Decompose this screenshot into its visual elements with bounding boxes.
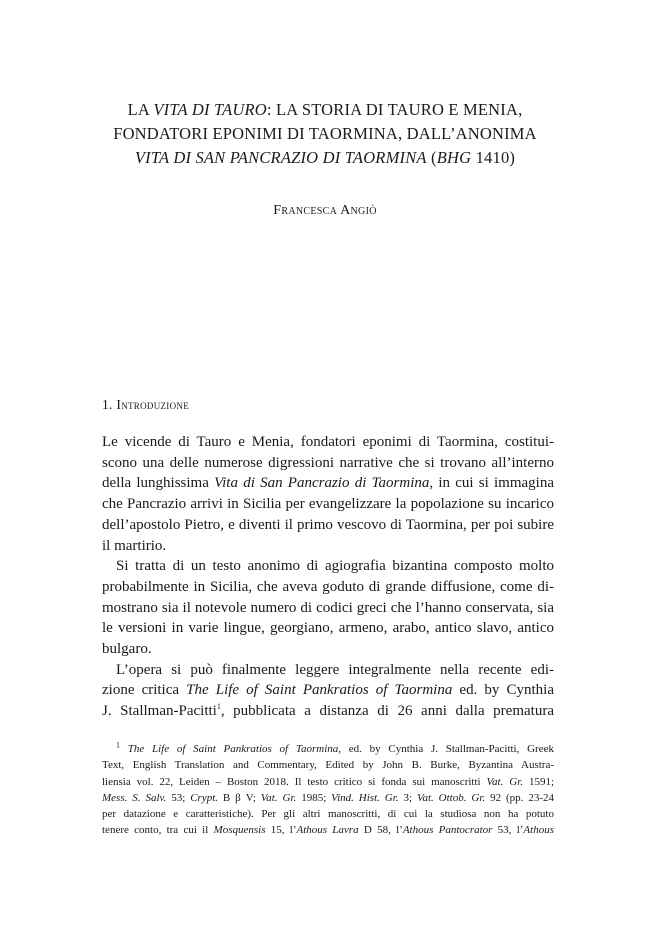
footnote-line (102, 790, 554, 806)
title-italic-text: VITA DI SAN PANCRAZIO DI TAORMINA (134, 148, 427, 167)
footnote-line (102, 741, 554, 757)
body-text-run: , pubblicata a distanza di 26 anni dalla prematura (220, 703, 554, 720)
body-text (102, 432, 554, 722)
footnote-line: Text, English Translation and Commentary, Edited by John B. Burke, Byzantina Austra- (102, 759, 554, 772)
footnote-italic-run: Vat. Ottob. Gr. (416, 791, 486, 804)
footnote-text-run: 3; (398, 791, 417, 804)
footnote-italic-run: Athous Lavra (296, 824, 359, 837)
footnote-italic-run: Vat. Gr. (486, 775, 524, 788)
footnote-text-run: liensia vol. 22, Leiden – Boston 2018. Il testo critico si fonda sui manoscritti (102, 775, 487, 788)
footnote-text-run: , ed. by Cynthia J. Stallman-Pacitti, Greek (338, 743, 554, 755)
title-line-2: FONDATORI EPONIMI DI TAORMINA, DALL’ANONIMA (113, 124, 537, 143)
footnote-italic-run: Mosquensis (213, 824, 266, 837)
author-name: Francesca Angiò (273, 203, 377, 218)
footnote-italic-run: Vat. Gr. (260, 791, 297, 804)
body-text-run: J. Stallman-Pacitti (102, 703, 217, 720)
body-text-run: ed. by Cynthia (452, 682, 555, 699)
footnote-line (102, 822, 554, 838)
title-italic-text: VITA DI TAURO (153, 100, 267, 119)
footnote-text-run: 15, l’ (265, 824, 297, 837)
body-line: mostrano sia il notevole numero di codici greci che l’hanno conservata, sia (102, 599, 554, 616)
body-text-run: della lunghissima (102, 475, 215, 492)
body-line: Le vicende di Tauro e Menia, fondatori eponimi di Taormina, costitui- (102, 434, 554, 450)
body-line: probabilmente in Sicilia, che aveva goduto di grande diffusione, come di- (102, 578, 554, 595)
footnote-marker: 1 (116, 740, 120, 750)
body-italic-run: The Life of Saint Pankratios of Taormina (186, 682, 453, 699)
body-line: dell’apostolo Pietro, e diventi il primo vescovo di Taormina, per poi subire (102, 516, 554, 533)
body-text-run: , in cui si immagina (429, 475, 555, 492)
title-text: 1410) (471, 148, 516, 167)
footnote-italic-run: Crypt. (190, 791, 219, 804)
title-text: LA (127, 100, 154, 119)
footnote-text-run: 1985; (296, 791, 332, 804)
footnote-text-run: tenere conto, tra cui il (102, 824, 214, 837)
footnote-italic-run: The Life of Saint Pankratios of Taormina (127, 743, 339, 755)
body-text-run: zione critica (102, 682, 187, 699)
body-line: scono una delle numerose digressioni narrative che si trovano all’interno (102, 454, 554, 471)
body-line: bulgaro. (102, 641, 152, 658)
footnote-italic-run: Vind. Hist. Gr. (331, 791, 399, 804)
body-line: L’opera si può finalmente leggere integralmente nella recente edi- (116, 661, 554, 678)
section-heading: 1. Introduzione (102, 397, 189, 412)
footnote-text-run: 1591; (523, 775, 554, 788)
body-line (102, 680, 554, 701)
body-line: che Pancrazio arrivi in Sicilia per evangelizzare la popolazione su incarico (102, 496, 554, 513)
title-text: : LA STORIA DI TAURO E MENIA, (266, 100, 523, 119)
body-italic-run: Vita di San Pancrazio di Taormina (214, 475, 430, 492)
title-italic-text: BHG (436, 148, 472, 167)
article-title (0, 98, 650, 170)
footnote-text-run: D 58, l’ (358, 824, 403, 837)
title-line-1 (0, 98, 650, 122)
body-line: le versioni in varie lingue, georgiano, armeno, arabo, antico slavo, antico (102, 620, 554, 637)
title-text: ( (426, 148, 437, 167)
footnote-reference[interactable]: 1 (216, 702, 221, 712)
title-line-3 (0, 146, 650, 170)
footnote-text-run: 92 (pp. 23-24 (485, 791, 554, 804)
footnote-text-run: 53; (166, 791, 191, 804)
footnote-italic-run: Athous Pantocrator (402, 824, 493, 837)
footnotes (102, 741, 554, 839)
footnote-text-run: B β V; (218, 791, 261, 804)
body-line (102, 473, 554, 494)
footnote-line (102, 774, 554, 790)
footnote-italic-run: Mess. S. Salv. (102, 791, 167, 804)
body-line: il martirio. (102, 537, 167, 554)
footnote-italic-run: Athous (523, 824, 554, 837)
body-line (102, 701, 554, 722)
footnote-line: per datazione e caratteristiche). Per gli altri manoscritti, di cui la studiosa non ha potuto (102, 808, 554, 821)
body-line: Si tratta di un testo anonimo di agiografia bizantina composto molto (116, 558, 554, 575)
footnote-text-run: 53, l’ (492, 824, 524, 837)
